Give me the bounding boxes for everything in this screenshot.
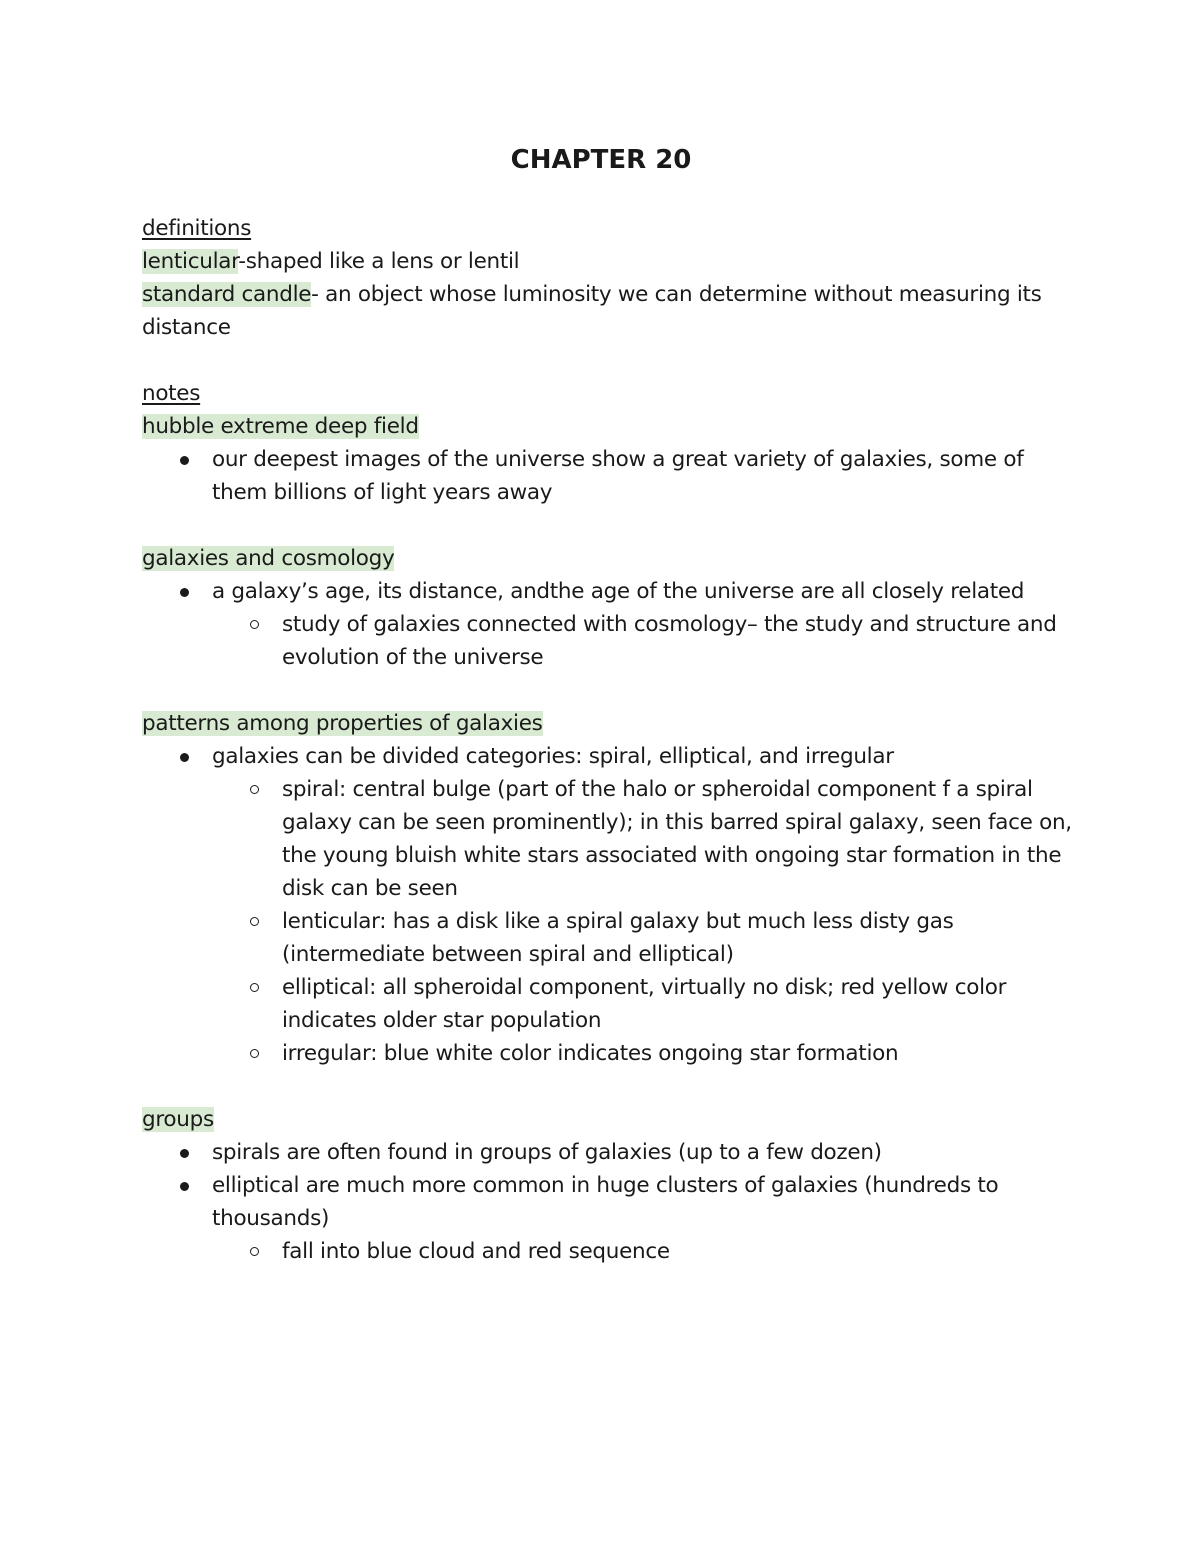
sub-bullet-list [212, 1235, 1072, 1268]
bullet-icon [180, 753, 189, 762]
section-heading-text: groups [142, 1107, 214, 1132]
section-heading [142, 410, 1072, 443]
document-page [142, 140, 1072, 1268]
definitions-heading: definitions [142, 216, 252, 241]
bullet-text: a galaxy’s age, its distance, andthe age of the universe are all closely related [212, 579, 1025, 604]
sub-bullet-list [212, 773, 1072, 1070]
definition-text: -shaped like a lens or lentil [238, 249, 520, 274]
definition-item [142, 278, 1072, 344]
section-heading [142, 707, 1072, 740]
sub-bullet-text: lenticular: has a disk like a spiral galaxy but much less disty gas (intermediate between spiral and elliptical) [282, 909, 954, 967]
bullet-item [212, 575, 1072, 674]
sub-bullet-text: fall into blue cloud and red sequence [282, 1239, 670, 1264]
bullet-icon [180, 1182, 189, 1191]
bullet-list [142, 575, 1072, 674]
bullet-text: galaxies can be divided categories: spiral, elliptical, and irregular [212, 744, 894, 769]
bullet-list [142, 740, 1072, 1070]
sub-bullet-item [282, 773, 1072, 905]
hollow-bullet-icon [250, 917, 259, 926]
hollow-bullet-icon [250, 785, 259, 794]
bullet-text: spirals are often found in groups of galaxies (up to a few dozen) [212, 1140, 882, 1165]
sub-bullet-text: study of galaxies connected with cosmology– the study and structure and evolution of the universe [282, 612, 1057, 670]
sub-bullet-list [212, 608, 1072, 674]
sub-bullet-item [282, 608, 1072, 674]
bullet-item [212, 1136, 1072, 1169]
hollow-bullet-icon [250, 983, 259, 992]
definition-term: lenticular [142, 249, 239, 274]
bullet-text: elliptical are much more common in huge clusters of galaxies (hundreds to thousands) [212, 1173, 999, 1231]
hollow-bullet-icon [250, 1247, 259, 1256]
section-heading [142, 1103, 1072, 1136]
bullet-item [212, 740, 1072, 1070]
section-heading-text: galaxies and cosmology [142, 546, 395, 571]
bullet-list [142, 443, 1072, 509]
sub-bullet-text: elliptical: all spheroidal component, virtually no disk; red yellow color indicates older star population [282, 975, 1007, 1033]
section-heading [142, 542, 1072, 575]
sub-bullet-item [282, 1037, 1072, 1070]
sub-bullet-item [282, 905, 1072, 971]
hollow-bullet-icon [250, 620, 259, 629]
sub-bullet-item [282, 1235, 1072, 1268]
bullet-icon [180, 1149, 189, 1158]
section-heading-text: patterns among properties of galaxies [142, 711, 543, 736]
hollow-bullet-icon [250, 1049, 259, 1058]
sub-bullet-text: spiral: central bulge (part of the halo or spheroidal component f a spiral galaxy can be seen prominently); in this barred spiral galaxy, seen face on, the young bluish white stars associated with ongoing star formation in the disk can be seen [282, 777, 1072, 901]
bullet-text: our deepest images of the universe show a great variety of galaxies, some of them billions of light years away [212, 447, 1024, 505]
section-heading-text: hubble extreme deep field [142, 414, 419, 439]
bullet-list [142, 1136, 1072, 1268]
bullet-item [212, 443, 1072, 509]
definition-term: standard candle [142, 282, 312, 307]
bullet-icon [180, 588, 189, 597]
notes-heading: notes [142, 381, 201, 406]
bullet-icon [180, 456, 189, 465]
chapter-title: CHAPTER 20 [510, 145, 692, 175]
definition-item [142, 245, 1072, 278]
sub-bullet-text: irregular: blue white color indicates ongoing star formation [282, 1041, 899, 1066]
bullet-item [212, 1169, 1072, 1268]
definition-text: - an object whose luminosity we can determine without measuring its distance [142, 282, 1042, 340]
sub-bullet-item [282, 971, 1072, 1037]
